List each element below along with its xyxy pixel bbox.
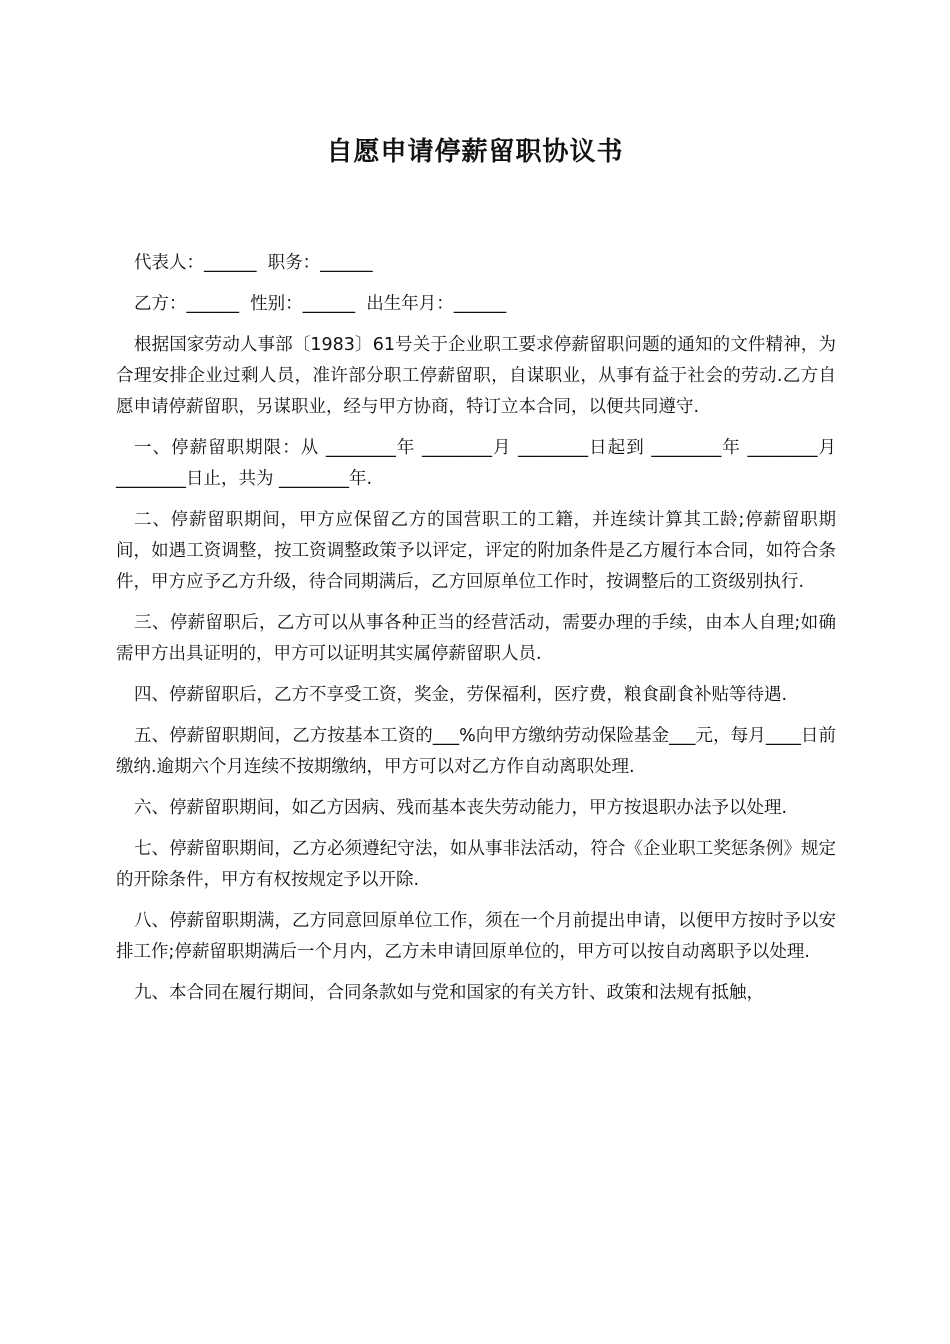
- clause-5: 五、停薪留职期间，乙方按基本工资的___%向甲方缴纳劳动保险基金___元，每月____日前缴纳.逾期六个月连续不按期缴纳，甲方可以对乙方作自动离职处理.: [116, 726, 836, 777]
- representative-line: 代表人：______ 职务：______: [134, 253, 373, 273]
- clause-7: 七、停薪留职期间，乙方必须遵纪守法，如从事非法活动，符合《企业职工奖惩条例》规定的开除条件，甲方有权按规定予以开除.: [116, 839, 836, 890]
- clause-9: 九、本合同在履行期间，合同条款如与党和国家的有关方针、政策和法规有抵触，: [134, 983, 764, 1003]
- clause-1: 一、停薪留职期限：从 ________年 ________月 ________日起到 ________年 ________月 ________日止，共为 ________年.: [116, 438, 836, 489]
- clause-2: 二、停薪留职期间，甲方应保留乙方的国营职工的工籍，并连续计算其工龄;停薪留职期间，如遇工资调整，按工资调整政策予以评定，评定的附加条件是乙方履行本合同，如符合条件，甲方应予乙方升级，待合同期满后，乙方回原单位工作时，按调整后的工资级别执行.: [116, 510, 836, 592]
- clause-3: 三、停薪留职后，乙方可以从事各种正当的经营活动，需要办理的手续，由本人自理;如确需甲方出具证明的，甲方可以证明其实属停薪留职人员.: [116, 613, 836, 664]
- clause-6: 六、停薪留职期间，如乙方因病、残而基本丧失劳动能力，甲方按退职办法予以处理.: [134, 798, 788, 818]
- document-title: 自愿申请停薪留职协议书: [326, 137, 624, 167]
- clause-8: 八、停薪留职期满，乙方同意回原单位工作，须在一个月前提出申请，以便甲方按时予以安排工作;停薪留职期满后一个月内，乙方未申请回原单位的，甲方可以按自动离职予以处理.: [116, 911, 836, 962]
- party-b-line: 乙方：______ 性别：______ 出生年月：______: [134, 294, 507, 314]
- document-body: [116, 248, 836, 1019]
- clause-4: 四、停薪留职后，乙方不享受工资，奖金，劳保福利，医疗费，粮食副食补贴等待遇.: [134, 685, 788, 705]
- preamble-paragraph: 根据国家劳动人事部〔1983〕61号关于企业职工要求停薪留职问题的通知的文件精神，为合理安排企业过剩人员，准许部分职工停薪留职，自谋职业，从事有益于社会的劳动.乙方自愿申请停薪留职，另谋职业，经与甲方协商，特订立本合同，以便共同遵守.: [116, 335, 836, 417]
